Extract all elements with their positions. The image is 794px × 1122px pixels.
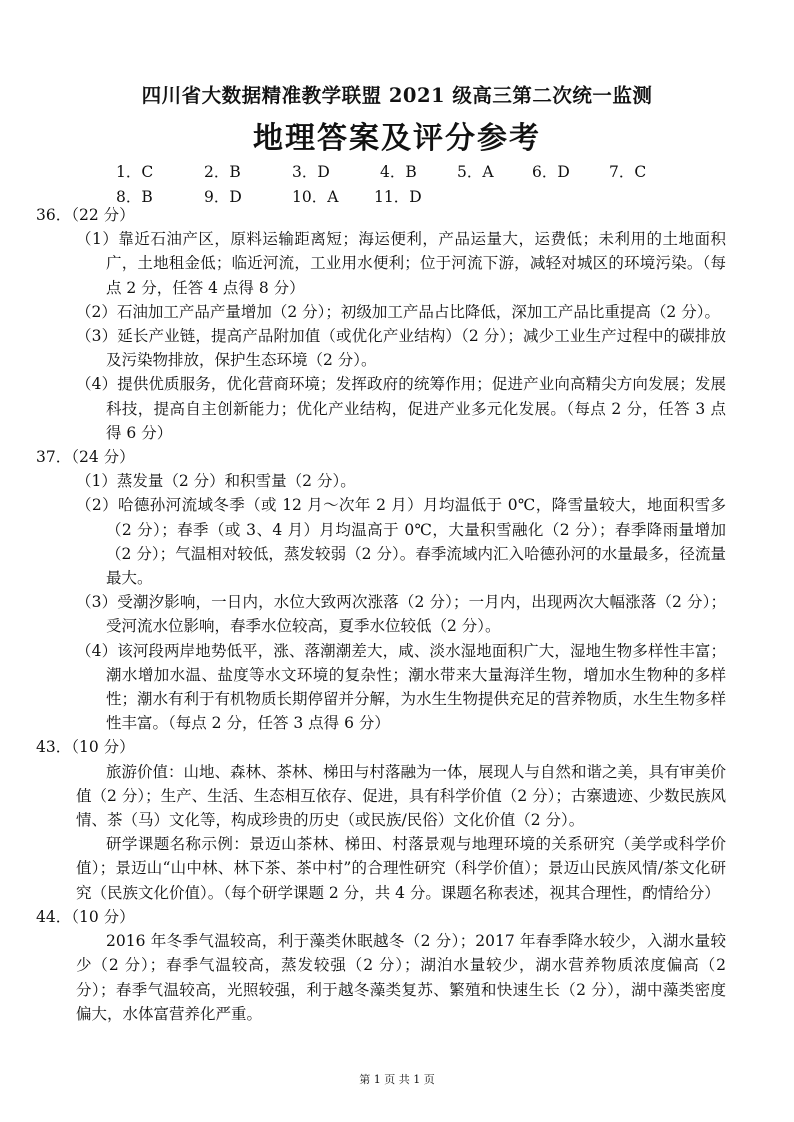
exam-title: 四川省大数据精准教学联盟 2021 级高三第二次统一监测	[141, 84, 653, 107]
choice-answers-row-1	[116, 160, 646, 182]
choice-answer: 6．D	[532, 163, 570, 181]
q36-answer-2: （2）石油加工产品产量增加（2 分）；初级加工产品占比降低，深加工产品比重提高（2 分）。	[76, 302, 720, 321]
choice-answer: 4．B	[380, 163, 417, 181]
choice-answer: 3．D	[292, 163, 330, 181]
answer-content	[36, 203, 727, 1026]
q37-answer-2: （2）哈德孙河流域冬季（或 12 月～次年 2 月）月均温低于 0℃，降雪量较大，地面积雪多（2 分）；春季（或 3、4 月）月均温高于 0℃，大量积雪融化（2 分）；春季降雨量增加（2 分）；气温相对较低，蒸发较弱（2 分）。春季流域内汇入哈德孙河的水量最多，径流量最大。	[76, 496, 726, 588]
question-43-heading: 43．（10 分）	[36, 738, 135, 757]
q37-answer-4: （4）该河段两岸地势低平，涨、落潮潮差大，咸、淡水湿地面积广大，湿地生物多样性丰富；潮水增加水温、盐度等水文环境的复杂性；潮水带来大量海洋生物，增加水生物种的多样性；潮水有利于有机物质长期停留并分解，为水生生物提供充足的营养物质，水生生物多样性丰富。（每点 2 分，任答 3 点得 6 分）	[76, 641, 727, 733]
q36-answer-4: （4）提供优质服务，优化营商环境；发挥政府的统筹作用；促进产业向高精尖方向发展；发展科技，提高自主创新能力；优化产业结构，促进产业多元化发展。（每点 2 分，任答 3 点得 6 分）	[76, 375, 726, 442]
choice-answer: 11．D	[374, 188, 422, 206]
choice-answer: 10．A	[292, 188, 339, 206]
question-44-heading: 44．（10 分）	[36, 907, 135, 926]
q43-answer-2: 研学课题名称示例：景迈山茶林、梯田、村落景观与地理环境的关系研究（美学或科学价值）；景迈山“山中林、林下茶、茶中村”的合理性研究（科学价值）；景迈山民族风情/茶文化研究（民族文化价值）。（每个研学课题 2 分，共 4 分。课题名称表述，视其合理性，酌情给分）	[76, 835, 726, 902]
page-title: 地理答案及评分参考	[253, 121, 541, 156]
choice-answer: 7．C	[609, 163, 647, 181]
choice-answer: 9．D	[204, 188, 242, 206]
q36-answer-3: （3）延长产业链，提高产品附加值（或优化产业结构）（2 分）；减少工业生产过程中的碳排放及污染物排放，保护生态环境（2 分）。	[76, 327, 726, 370]
choice-answer: 1．C	[116, 163, 154, 181]
choice-answer: 5．A	[457, 163, 494, 181]
choice-answer: 2．B	[204, 163, 241, 181]
question-37-heading: 37．（24 分）	[36, 448, 135, 467]
q43-answer-1: 旅游价值：山地、森林、茶林、梯田与村落融为一体，展现人与自然和谐之美，具有审美价值（2 分）；生产、生活、生态相互依存、促进，具有科学价值（2 分）；古寨遗迹、少数民族风情、茶（马）文化等，构成珍贵的历史（或民族/民俗）文化价值（2 分）。	[76, 762, 727, 830]
page-number: 第 1 页 共 1 页	[359, 1073, 435, 1086]
question-36-heading: 36．（22 分）	[36, 206, 135, 224]
q37-answer-3: （3）受潮汐影响，一日内，水位大致两次涨落（2 分）；一月内，出现两次大幅涨落（2 分）；受河流水位影响，春季水位较高，夏季水位较低（2 分）。	[76, 593, 726, 636]
q37-answer-1: （1）蒸发量（2 分）和积雪量（2 分）。	[76, 472, 356, 491]
q44-answer-1: 2016 年冬季气温较高，利于藻类休眠越冬（2 分）；2017 年春季降水较少，入湖水量较少（2 分）；春季气温较高，蒸发较强（2 分）；湖泊水量较少，湖水营养物质浓度偏高（2 分）；春季气温较高，光照较强，利于越冬藻类复苏、繁殖和快速生长（2 分），湖中藻类密度偏大，水体富营养化严重。	[76, 932, 726, 1023]
q36-answer-1: （1）靠近石油产区，原料运输距离短；海运便利，产品运量大，运费低；未利用的土地面积广，土地租金低；临近河流，工业用水便利；位于河流下游，减轻对城区的环境污染。（每点 2 分，任答 4 点得 8 分）	[76, 230, 726, 297]
choice-answer: 8．B	[116, 188, 153, 206]
